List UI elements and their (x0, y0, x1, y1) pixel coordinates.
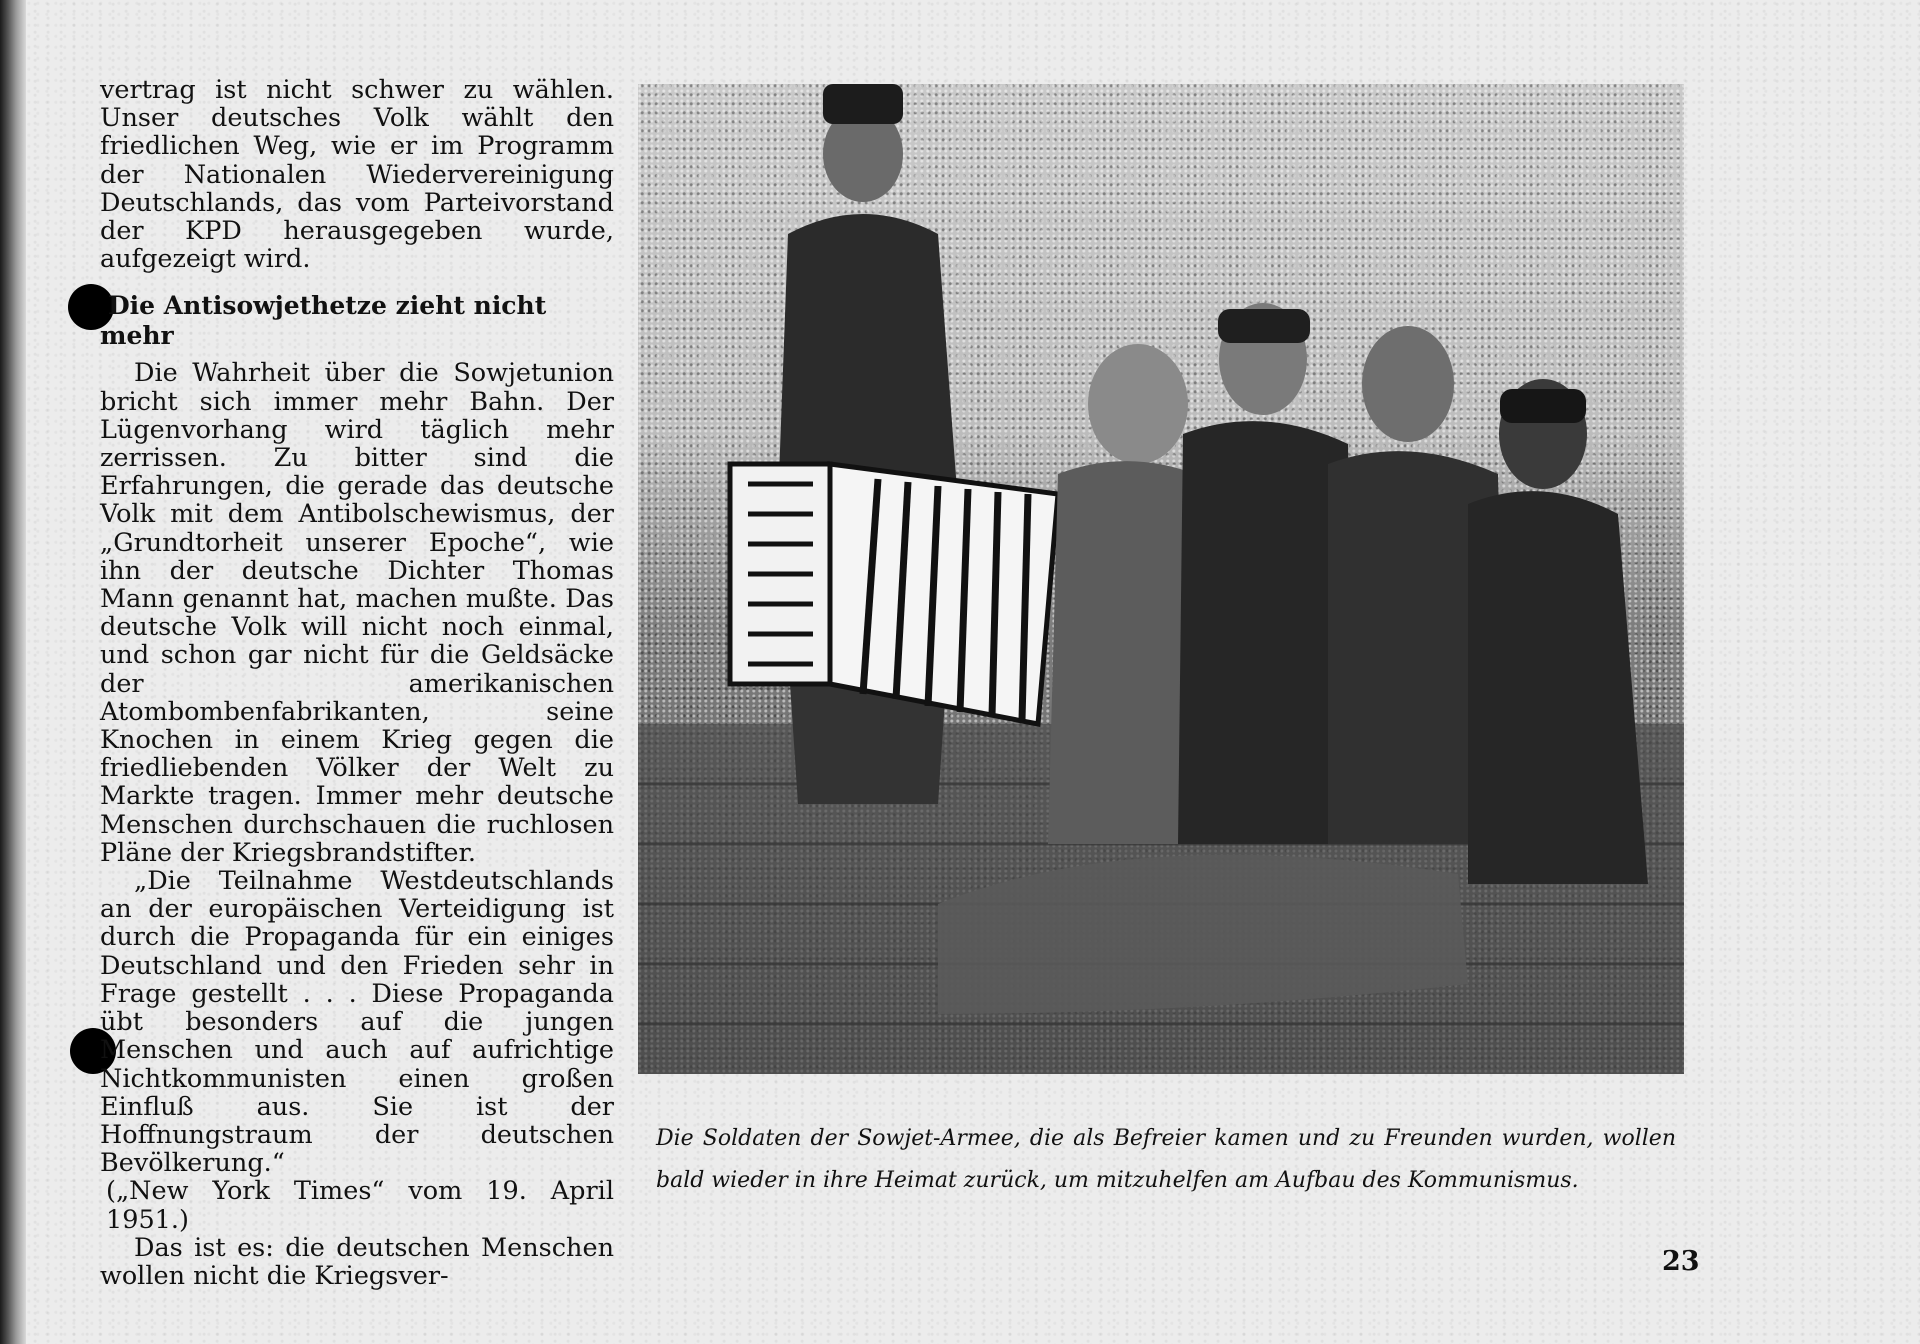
page-number: 23 (1662, 1246, 1700, 1277)
article-paragraph-3: Das ist es: die deutschen Menschen wollen nicht die Kriegsver- (100, 1232, 614, 1291)
article-paragraph-1: vertrag ist nicht schwer zu wählen. Unser deutsches Volk wählt den friedlichen Weg, wie er im Programm der Nationalen Wiedervereinigung Deutschlands, das vom Parteivorstand der KPD herausgegeben wurde, aufgezeigt wird. (100, 75, 614, 275)
quote-citation: („New York Times“ vom 19. April 1951.) (106, 1176, 614, 1235)
photo-illustration (638, 84, 1684, 1074)
article-column (100, 76, 614, 1290)
newspaper-quote: „Die Teilnahme Westdeutschlands an der europäischen Verteidigung ist durch die Propaganda für ein einiges Deutschland und den Frieden sehr in Frage gestellt . . . Diese Propaganda übt besonders auf die jungen Menschen und auch auf aufrichtige Nichtkommunisten einen großen Einfluß aus. Sie ist der Hoffnungstraum der deutschen Bevölkerung.“ (100, 866, 614, 1179)
book-spine-shadow (0, 0, 26, 1344)
soldiers-photograph (638, 84, 1684, 1074)
photo-caption: Die Soldaten der Sowjet-Armee, die als Befreier kamen und zu Freunden wurden, wollen bald wieder in ihre Heimat zurück, um mitzuhelfen am Aufbau des Kommunismus. (656, 1126, 1676, 1193)
article-paragraph-2: Die Wahrheit über die Sowjetunion bricht sich immer mehr Bahn. Der Lügenvorhang wird täglich mehr zerrissen. Zu bitter sind die Erfahrungen, die gerade das deutsche Volk mit dem Antibolschewismus, der „Grundtorheit unserer Epoche“, wie ihn der deutsche Dichter Thomas Mann genannt hat, machen mußte. Das deutsche Volk will nicht noch einmal, und schon gar nicht für die Geldsäcke der amerikanischen Atombombenfabrikanten, seine Knochen in einem Krieg gegen die friedliebenden Völker der Welt zu Markte tragen. Immer mehr deutsche Menschen durchschauen die ruchlosen Pläne der Kriegsbrandstifter. (100, 358, 614, 868)
section-heading: Die Antisowjethetze zieht nicht mehr (100, 291, 547, 351)
